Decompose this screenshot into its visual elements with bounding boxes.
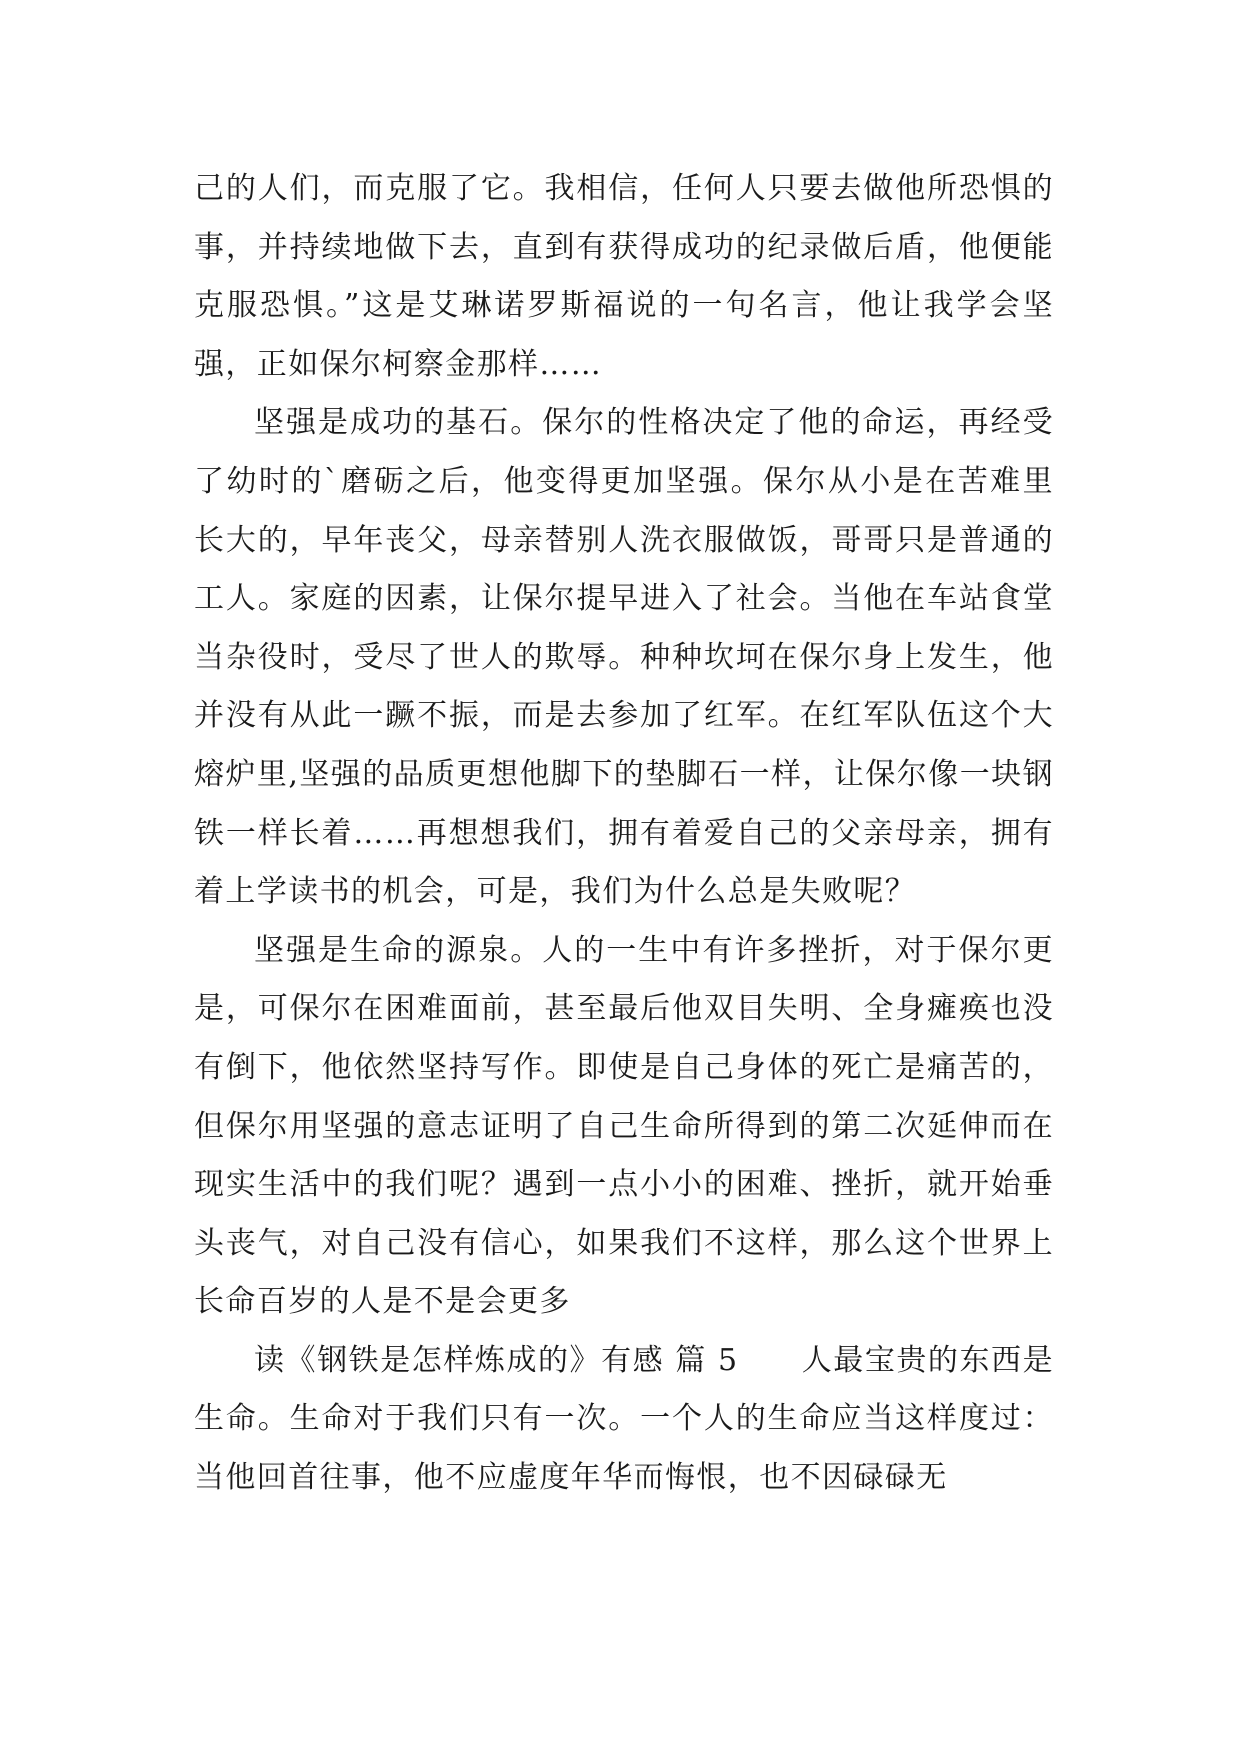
paragraph-4: 读《钢铁是怎样炼成的》有感 篇 5 人最宝贵的东西是生命。生命对于我们只有一次。一个人的生命应当这样度过：当他回首往事，他不应虚度年华而悔恨，也不因碌碌无 (194, 1342, 1054, 1496)
paragraph-3: 坚强是生命的源泉。人的一生中有许多挫折，对于保尔更是，可保尔在困难面前，甚至最后他双目失明、全身瘫痪也没有倒下，他依然坚持写作。即使是自己身体的死亡是痛苦的，但保尔用坚强的意志证明了自己生命所得到的第二次延伸而在现实生活中的我们呢？遇到一点小小的困难、挫折，就开始垂头丧气，对自己没有信心，如果我们不这样，那么这个世界上长命百岁的人是不是会更多 (194, 932, 1054, 1320)
paragraph-2: 坚强是成功的基石。保尔的性格决定了他的命运，再经受了幼时的`磨砺之后，他变得更加坚强。保尔从小是在苦难里长大的，早年丧父，母亲替别人洗衣服做饭，哥哥只是普通的工人。家庭的因素，让保尔提早进入了社会。当他在车站食堂当杂役时，受尽了世人的欺辱。种种坎坷在保尔身上发生，他并没有从此一蹶不振，而是去参加了红军。在红军队伍这个大熔炉里,坚强的品质更想他脚下的垫脚石一样，让保尔像一块钢铁一样长着……再想想我们，拥有着爱自己的父亲母亲，拥有着上学读书的机会，可是，我们为什么总是失败呢？ (194, 405, 1054, 910)
paragraph-1: 己的人们，而克服了它。我相信，任何人只要去做他所恐惧的事，并持续地做下去，直到有获得成功的纪录做后盾，他便能克服恐惧。”这是艾琳诺罗斯福说的一句名言，他让我学会坚强，正如保尔柯察金那样…… (194, 171, 1054, 382)
document-body (194, 160, 1054, 1508)
